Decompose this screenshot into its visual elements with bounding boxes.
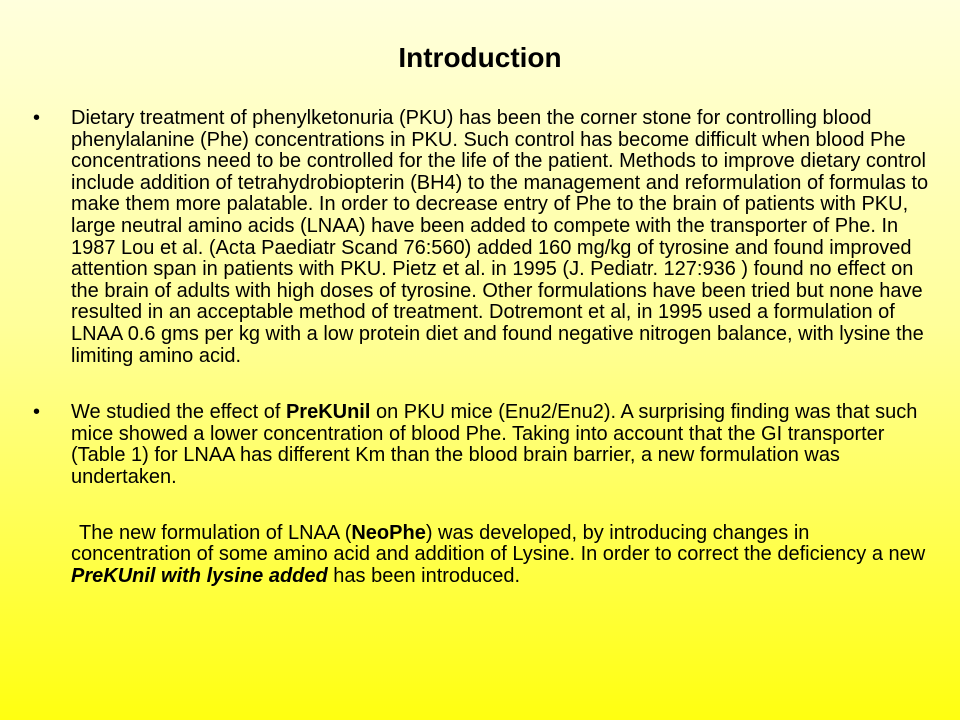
paragraph-prekunil-study — [30, 402, 935, 488]
bullet-icon: • — [33, 107, 41, 129]
paragraph-text-after: on PKU mice (Enu2/Enu2). A surprising finding was that such mice showed a lower concentration of blood Phe. Taking into account that the GI transporter (Table 1) for LNAA has different Km than the blood brain barrier, a new formulation was undertaken. — [71, 401, 918, 488]
paragraph-dietary-treatment — [30, 108, 935, 367]
paragraph-text-middle: ) was developed, by introducing changes in concentration of some amino acid and addition of Lysine. In order to correct the deficiency a new — [71, 521, 926, 566]
neophe-term: NeoPhe — [351, 521, 426, 544]
paragraph-text-before: The new formulation of LNAA ( — [79, 521, 352, 544]
paragraph-text-after: has been introduced. — [327, 564, 521, 587]
page-title: Introduction — [398, 42, 562, 73]
slide-body — [30, 108, 935, 587]
paragraph-text: Dietary treatment of phenylketonuria (PKU) has been the corner stone for controlling blood phenylalanine (Phe) concentrations in PKU. Such control has become difficult when blood Phe concentrations need to be controlled for the life of the patient. Methods to improve dietary control include addition of tetrahydrobiopterin (BH4) to the management and reformulation of formulas to make them more palatable. In order to decrease entry of Phe to the brain of patients with PKU, large neutral amino acids (LNAA) have been added to compete with the transporter of Phe. In 1987 Lou et al. (Acta Paediatr Scand 76:560) added 160 mg/kg of tyrosine and found improved attention span in patients with PKU. Pietz et al. in 1995 (J. Pediatr. 127:936 ) found no effect on the brain of adults with high doses of tyrosine. Other formulations have been tried but none have resulted in an acceptable method of treatment. Dotremont et al, in 1995 used a formulation of LNAA 0.6 gms per kg with a low protein diet and found negative nitrogen balance, with lysine the limiting amino acid. — [71, 107, 929, 367]
bullet-icon: • — [33, 401, 41, 424]
prekunil-term: PreKUnil — [285, 401, 371, 424]
paragraph-text-before: We studied the effect of — [71, 401, 286, 424]
paragraph-neophe — [30, 523, 935, 588]
prekunil-lysine-term: PreKUnil with lysine added — [71, 564, 328, 587]
